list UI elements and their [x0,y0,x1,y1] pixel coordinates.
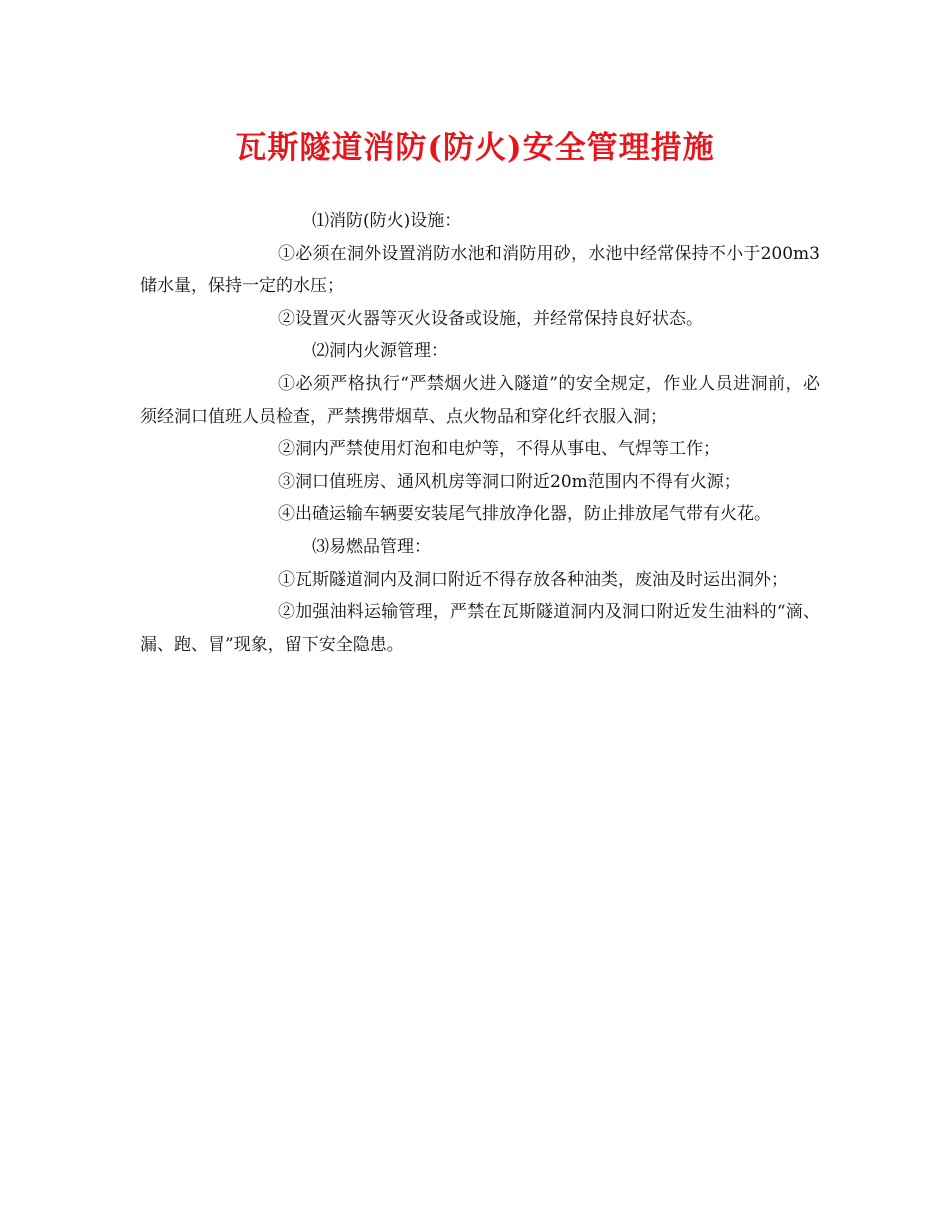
section-heading-3: ⑶易燃品管理： [312,536,431,557]
document-title: 瓦斯隧道消防(防火)安全管理措施 [235,130,715,166]
list-item: ②加强油料运输管理，严禁在瓦斯隧道洞内及洞口附近发生油料的“滴、漏、跑、冒”现象，留下安全隐患。 [140,602,820,655]
list-item: ②设置灭火器等灭火设备或设施，并经常保持良好状态。 [278,308,703,329]
list-item: ①必须在洞外设置消防水池和消防用砂，水池中经常保持不小于200m3储水量，保持一定的水压； [140,243,820,297]
list-item: ①瓦斯隧道洞内及洞口附近不得存放各种油类，废油及时运出洞外； [278,569,788,590]
list-item: ①必须严格执行“严禁烟火进入隧道”的安全规定，作业人员进洞前，必须经洞口值班人员检查，严禁携带烟草、点火物品和穿化纤衣服入洞； [140,373,820,427]
section-heading-1: ⑴消防(防火)设施： [312,211,462,231]
document-body [140,205,820,661]
list-item: ②洞内严禁使用灯泡和电炉等，不得从事电、气焊等工作； [278,439,720,460]
list-item: ④出碴运输车辆要安装尾气排放净化器，防止排放尾气带有火花。 [278,504,771,525]
list-item: ③洞口值班房、通风机房等洞口附近20m范围内不得有火源； [278,471,741,492]
section-heading-2: ⑵洞内火源管理： [312,341,448,362]
